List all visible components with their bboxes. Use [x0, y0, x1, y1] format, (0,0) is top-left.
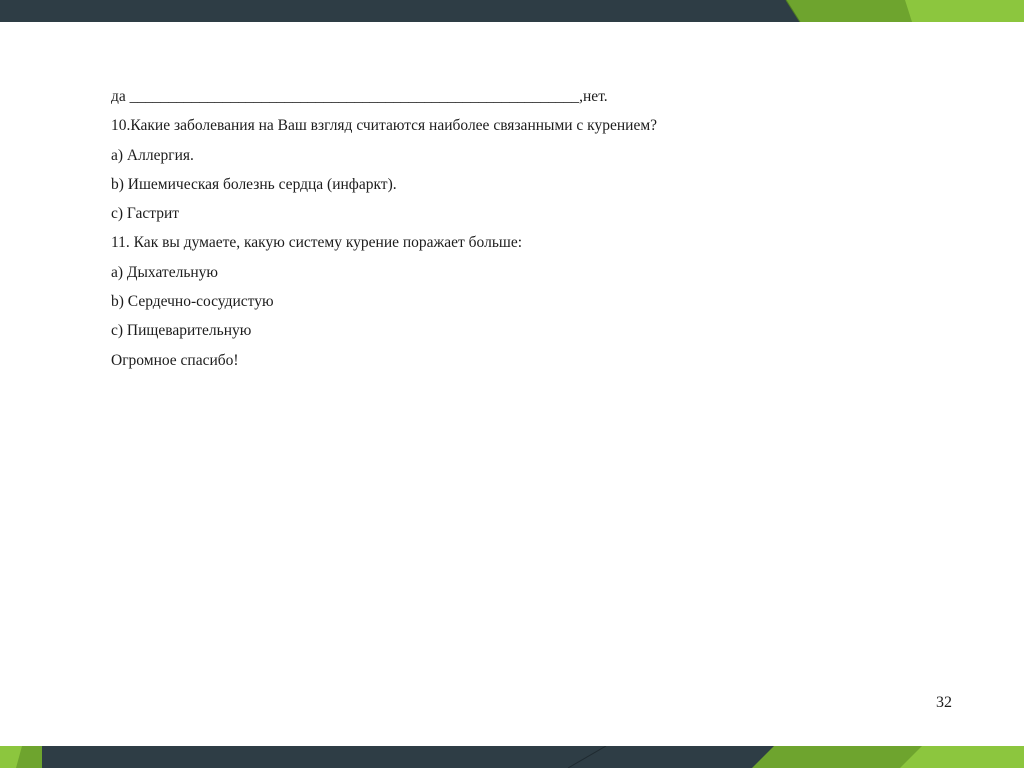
question-11: 11. Как вы думаете, какую систему курение поражает больше: [111, 234, 523, 252]
option-a-q10: а) Аллергия. [111, 146, 194, 164]
page-number: 32 [936, 694, 952, 711]
document-body [111, 82, 931, 375]
closing-thanks: Огромное спасибо! [111, 351, 239, 369]
top-decorative-bar [0, 0, 1024, 22]
option-b-q11: b) Сердечно-сосудистую [111, 293, 274, 311]
option-c-q10: с) Гастрит [111, 205, 180, 223]
option-a-q11: а) Дыхательную [111, 263, 219, 281]
option-b-q10: b) Ишемическая болезнь сердца (инфаркт). [111, 175, 397, 193]
option-c-q11: c) Пищеварительную [111, 322, 252, 340]
bottom-decorative-bar [0, 746, 1024, 768]
answer-yes-no-line: да __________________________________________________________,нет. [111, 88, 608, 105]
question-10: 10.Какие заболевания на Ваш взгляд считаются наиболее связанными с курением? [111, 117, 658, 135]
